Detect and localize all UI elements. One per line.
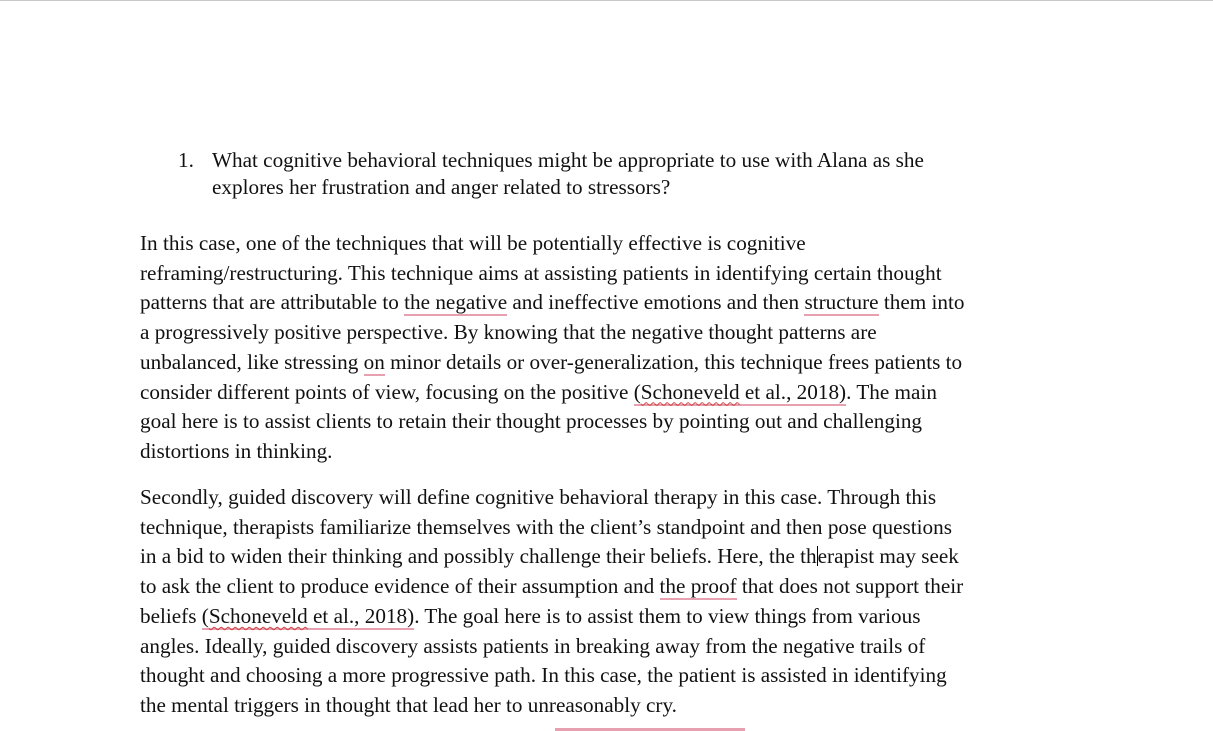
grammar-flagged-text: et al., 2018) xyxy=(739,379,847,404)
text-run: angles. Ideally, guided discovery assists patients in breaking away from the negative trails of xyxy=(140,633,926,658)
paragraph-line xyxy=(140,634,925,658)
paragraph-line xyxy=(140,290,965,314)
paragraph-line xyxy=(140,231,806,255)
text-run: goal here is to assist clients to retain their thought processes by pointing out and challenging xyxy=(140,409,923,434)
text-run: Secondly, guided discovery will define cognitive behavioral therapy in this case. Through this xyxy=(140,485,937,509)
paragraph-line xyxy=(140,515,952,539)
text-run: and ineffective emotions and then xyxy=(507,290,805,315)
grammar-flagged-text: ( xyxy=(201,603,209,628)
text-run: . The main xyxy=(846,379,937,404)
list-item-line: explores her frustration and anger related to stressors? xyxy=(212,175,671,199)
grammar-flagged-text: the proof xyxy=(659,574,737,599)
paragraph-line xyxy=(140,380,937,404)
paragraph-line xyxy=(140,261,942,285)
text-run: unbalanced, like stressing xyxy=(140,349,364,374)
spelling-flagged-text: Schoneveld xyxy=(208,603,308,628)
paragraph-line xyxy=(140,544,959,568)
text-run: them into xyxy=(878,290,965,315)
paragraph-line xyxy=(140,604,920,628)
list-number: 1. xyxy=(178,148,194,172)
text-run: erapist may seek xyxy=(817,544,959,569)
text-run: patterns that are attributable to xyxy=(140,290,405,315)
grammar-flagged-text: et al., 2018) xyxy=(307,603,415,628)
grammar-flagged-text: the negative xyxy=(404,290,508,315)
spelling-flagged-text: Schoneveld xyxy=(640,379,740,404)
paragraph-line xyxy=(140,574,963,598)
paragraph-line xyxy=(140,693,677,717)
text-run: consider different points of view, focusing on the positive xyxy=(140,379,634,404)
text-run: in a bid to widen their thinking and possibly challenge their beliefs. Here, the th xyxy=(140,544,817,569)
paragraph-line xyxy=(140,663,947,687)
paragraph-line xyxy=(140,439,332,463)
text-run: a progressively positive perspective. By knowing that the negative thought patterns are xyxy=(140,320,877,345)
paragraph-line xyxy=(140,409,922,433)
text-run: that does not support their xyxy=(736,574,964,599)
grammar-flagged-text: on xyxy=(363,349,385,374)
text-run: technique, therapists familiarize themselves with the client’s standpoint and then pose questions xyxy=(140,514,952,539)
text-run: thought and choosing a more progressive path. In this case, the patient is assisted in identifying xyxy=(140,663,947,688)
text-run: the mental triggers in thought that lead her to unreasonably cry. xyxy=(140,692,677,717)
paragraph-line xyxy=(140,320,877,344)
grammar-flagged-text: structure xyxy=(804,290,879,315)
text-run: distortions in thinking. xyxy=(140,438,333,463)
text-run: minor details or over-generalization, this technique frees patients to xyxy=(384,349,963,374)
text-run: to ask the client to produce evidence of their assumption and xyxy=(140,574,660,599)
paragraph-line xyxy=(140,485,936,509)
paragraph-line xyxy=(140,350,962,374)
list-item-line: What cognitive behavioral techniques might be appropriate to use with Alana as she xyxy=(212,148,924,172)
text-run: beliefs xyxy=(140,603,202,628)
text-run: reframing/restructuring. This technique aims at assisting patients in identifying certain thought xyxy=(140,260,942,285)
text-run: . The goal here is to assist them to view things from various xyxy=(414,603,921,628)
grammar-flagged-text: ( xyxy=(633,379,641,404)
text-run: In this case, one of the techniques that will be potentially effective is cognitive xyxy=(140,231,806,255)
